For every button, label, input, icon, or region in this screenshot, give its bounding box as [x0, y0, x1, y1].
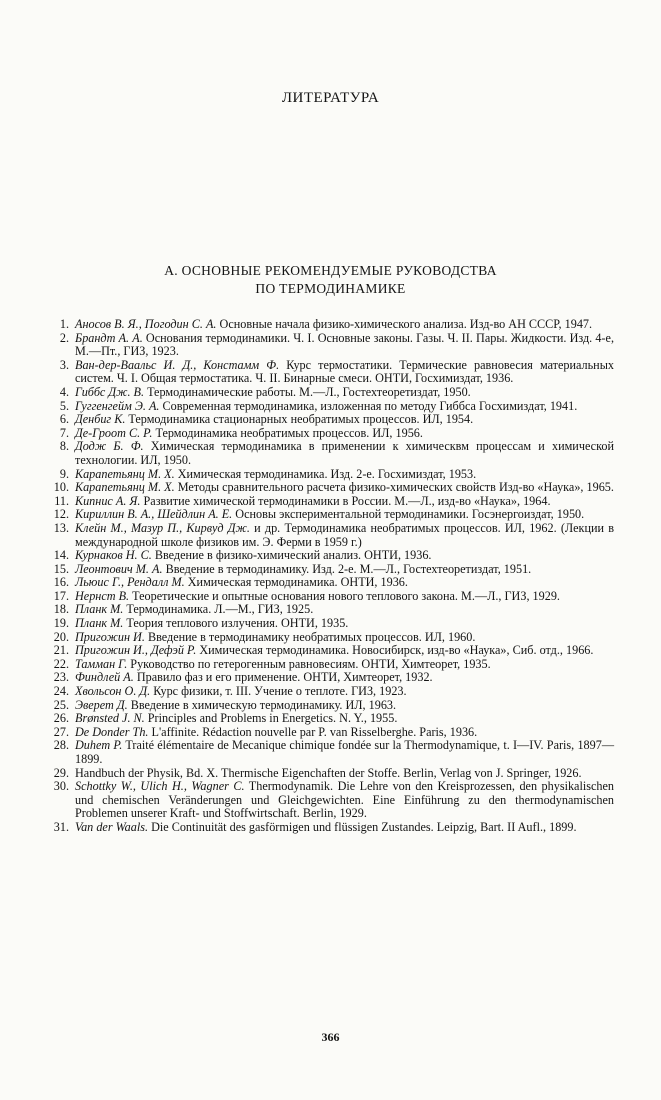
reference-text: Химическая термодинамика в применении к химическвм процессам и химической технологии. ИЛ, 1950. — [75, 439, 614, 467]
reference-author: Планк М. — [75, 616, 124, 631]
reference-author: Финдлей А. — [75, 670, 134, 685]
reference-text: Химическая термодинамика. Изд. 2-е. Госхимиздат, 1953. — [174, 466, 477, 481]
reference-number: 7. — [59, 425, 69, 440]
reference-number: 24. — [53, 684, 69, 699]
reference-item — [50, 318, 614, 332]
reference-author: Планк М. — [75, 602, 124, 617]
reference-item — [50, 576, 614, 590]
reference-item — [50, 631, 614, 645]
reference-number: 16. — [53, 575, 69, 590]
reference-text: Термодинамика. Л.—М., ГИЗ, 1925. — [123, 602, 314, 617]
reference-text: Traité élémentaire de Mecanique chimique fondée sur la Thermodynamique, t. I—IV. Paris, 1897—1899. — [75, 738, 615, 766]
reference-author: Гуггенгейм Э. А. — [75, 398, 160, 413]
reference-text: Термодинамика стационарных необратимых процессов. ИЛ, 1954. — [125, 412, 474, 427]
reference-author: Де-Гроот С. Р. — [75, 425, 153, 440]
reference-number: 15. — [53, 561, 69, 576]
reference-item — [50, 699, 614, 713]
reference-item — [50, 332, 614, 359]
reference-number: 11. — [54, 493, 69, 508]
reference-author: Льюис Г., Рендалл М. — [75, 575, 185, 590]
reference-number: 3. — [59, 357, 69, 372]
reference-text: Химическая термодинамика. ОНТИ, 1936. — [184, 575, 408, 590]
reference-item — [50, 440, 614, 467]
reference-number: 6. — [59, 412, 69, 427]
reference-item — [50, 413, 614, 427]
reference-item — [50, 671, 614, 685]
reference-text: Курс термостатики. Термические равновесия материальных систем. Ч. I. Общая термостатика. Ч. II. Бинарные смеси. ОНТИ, Госхимиздат, 1936. — [75, 357, 614, 386]
reference-text: Химическая термодинамика. Новосибирск, изд-во «Наука», Сиб. отд., 1966. — [196, 643, 594, 658]
reference-number: 28. — [53, 738, 69, 753]
reference-text: Методы сравнительного расчета физико-химических свойств Изд-во «Наука», 1965. — [174, 480, 614, 495]
reference-author: Карапетьянц М. Х. — [75, 480, 175, 495]
reference-text: Термодинамические работы. М.—Л., Гостехтеоретиздат, 1950. — [144, 384, 471, 399]
reference-number: 19. — [53, 616, 69, 631]
reference-text: Теоретические и опытные основания нового теплового закона. М.—Л., ГИЗ, 1929. — [129, 588, 560, 603]
reference-item — [50, 685, 614, 699]
reference-text: L'affinite. Rédaction nouvelle par P. van Risselberghe. Paris, 1936. — [148, 724, 478, 739]
reference-text: Развитие химической термодинамики в России. М.—Л., изд-во «Наука», 1964. — [140, 493, 551, 508]
reference-author: Brønsted J. N. — [75, 711, 145, 726]
reference-text: Handbuch der Physik, Bd. X. Thermische Eigenchaften der Stoffe. Berlin, Verlag von J. Springer, 1926. — [75, 765, 582, 780]
reference-number: 22. — [53, 656, 69, 671]
reference-number: 2. — [59, 330, 69, 345]
reference-author: Леонтович М. А. — [75, 561, 163, 576]
reference-author: Денбиг К. — [75, 412, 126, 427]
section-heading — [0, 262, 661, 298]
reference-number: 26. — [53, 711, 69, 726]
reference-author: Кириллин В. А., Шейдлин А. Е. — [75, 507, 233, 522]
reference-text: Thermodynamik. Die Lehre von den Kreisprozessen, den physikalischen und chemischen Veränderungen und Gleichgewichten. Eine Einführung zu den thermodynamischen Problemen unserer Kraft- und Stoffwirtschaft. Berlin, 1929. — [75, 779, 614, 821]
reference-item — [50, 821, 614, 835]
reference-author: Гиббс Дж. В. — [75, 384, 145, 399]
reference-author: Клейн М., Мазур П., Кирвуд Дж. — [75, 520, 250, 535]
reference-number: 8. — [59, 439, 69, 454]
reference-text: Введение в физико-химический анализ. ОНТИ, 1936. — [151, 548, 432, 563]
reference-author: Додж Б. Ф. — [75, 439, 144, 454]
reference-author: De Donder Th. — [75, 724, 149, 739]
reference-text: Основы экспериментальной термодинамики. Госэнергоиздат, 1950. — [232, 507, 585, 522]
reference-text: Die Continuität des gasförmigen und flüssigen Zustandes. Leipzig, Bart. II Aufl., 1899. — [148, 819, 577, 834]
reference-item — [50, 495, 614, 509]
reference-item — [50, 644, 614, 658]
reference-number: 21. — [53, 643, 69, 658]
reference-number: 1. — [59, 317, 69, 331]
section-heading-line-1: А. ОСНОВНЫЕ РЕКОМЕНДУЕМЫЕ РУКОВОДСТВА — [164, 263, 497, 278]
reference-number: 30. — [53, 779, 69, 794]
page-title: ЛИТЕРАТУРА — [281, 90, 380, 106]
reference-text: Введение в термодинамику. Изд. 2-е. М.—Л., Гостехтеоретиздат, 1951. — [162, 561, 532, 576]
reference-text: Введение в термодинамику необратимых процессов. ИЛ, 1960. — [144, 629, 476, 644]
reference-number: 18. — [53, 602, 69, 617]
reference-item — [50, 427, 614, 441]
reference-item — [50, 563, 614, 577]
reference-number: 17. — [53, 588, 69, 603]
reference-number: 20. — [53, 629, 69, 644]
reference-item — [50, 359, 614, 386]
reference-number: 10. — [53, 480, 69, 495]
reference-item — [50, 522, 614, 549]
reference-author: Аносов В. Я., Погодин С. А. — [75, 317, 217, 331]
reference-item — [50, 468, 614, 482]
reference-number: 4. — [59, 384, 69, 399]
page-number: 366 — [321, 1030, 340, 1044]
reference-list — [50, 318, 614, 835]
reference-item — [50, 712, 614, 726]
reference-author: Курнаков Н. С. — [75, 548, 152, 563]
reference-text: Principles and Problems in Energetics. N. Y., 1955. — [144, 711, 398, 726]
reference-text: Курс физики, т. III. Учение о теплоте. ГИЗ, 1923. — [150, 684, 407, 699]
reference-number: 9. — [59, 466, 69, 481]
reference-text: Основания термодинамики. Ч. I. Основные законы. Газы. Ч. II. Пары. Жидкости. Изд. 4-е, М.—Пт., ГИЗ, 1923. — [75, 330, 615, 359]
reference-author: Тамман Г. — [75, 656, 128, 671]
reference-author: Schottky W., Ulich H., Wagner C. — [75, 779, 245, 794]
reference-text: Руководство по гетерогенным равновесиям. ОНТИ, Химтеорет, 1935. — [127, 656, 491, 671]
reference-text: и др. Термодинамика необратимых процессов. ИЛ, 1962. (Лекции в международной школе физиков им. Э. Ферми в 1959 г.) — [75, 520, 614, 549]
reference-number: 14. — [53, 548, 69, 563]
reference-text: Термодинамика необратимых процессов. ИЛ, 1956. — [152, 425, 423, 440]
reference-item — [50, 739, 614, 766]
reference-item — [50, 481, 614, 495]
reference-item — [50, 386, 614, 400]
reference-number: 29. — [53, 765, 69, 780]
reference-author: Пригожин И. — [75, 629, 145, 644]
reference-author: Эверет Д. — [75, 697, 128, 712]
reference-author: Van der Waals. — [75, 819, 149, 834]
reference-author: Брандт А. А. — [75, 330, 143, 345]
reference-item — [50, 603, 614, 617]
reference-text: Введение в химическую термодинамику. ИЛ, 1963. — [127, 697, 397, 712]
reference-item — [50, 590, 614, 604]
reference-item — [50, 508, 614, 522]
reference-number: 13. — [53, 520, 69, 535]
reference-author: Пригожин И., Дефэй Р. — [75, 643, 197, 658]
reference-author: Хвольсон О. Д. — [75, 684, 151, 699]
reference-number: 23. — [53, 670, 69, 685]
reference-item — [50, 767, 614, 781]
reference-text: Правило фаз и его применение. ОНТИ, Химтеорет, 1932. — [133, 670, 433, 685]
reference-item — [50, 400, 614, 414]
reference-author: Карапетьянц М. Х. — [75, 466, 175, 481]
reference-item — [50, 549, 614, 563]
reference-item — [50, 780, 614, 821]
reference-author: Нернст В. — [75, 588, 130, 603]
reference-number: 25. — [53, 697, 69, 712]
section-heading-line-2: ПО ТЕРМОДИНАМИКЕ — [255, 281, 406, 296]
reference-number: 27. — [53, 724, 69, 739]
reference-number: 12. — [53, 507, 69, 522]
reference-item — [50, 617, 614, 631]
reference-text: Современная термодинамика, изложенная по методу Гиббса Госхимиздат, 1941. — [159, 398, 578, 413]
reference-author: Ван-дер-Ваальс И. Д., Констамм Ф. — [75, 357, 280, 372]
reference-text: Теория теплового излучения. ОНТИ, 1935. — [123, 616, 349, 631]
reference-number: 31. — [53, 819, 69, 834]
reference-author: Duhem P. — [75, 738, 123, 753]
reference-author: Кипнис А. Я. — [75, 493, 141, 508]
reference-number: 5. — [59, 398, 69, 413]
reference-item — [50, 658, 614, 672]
reference-item — [50, 726, 614, 740]
reference-text: Основные начала физико-химического анализа. Изд-во АН СССР, 1947. — [216, 317, 593, 331]
